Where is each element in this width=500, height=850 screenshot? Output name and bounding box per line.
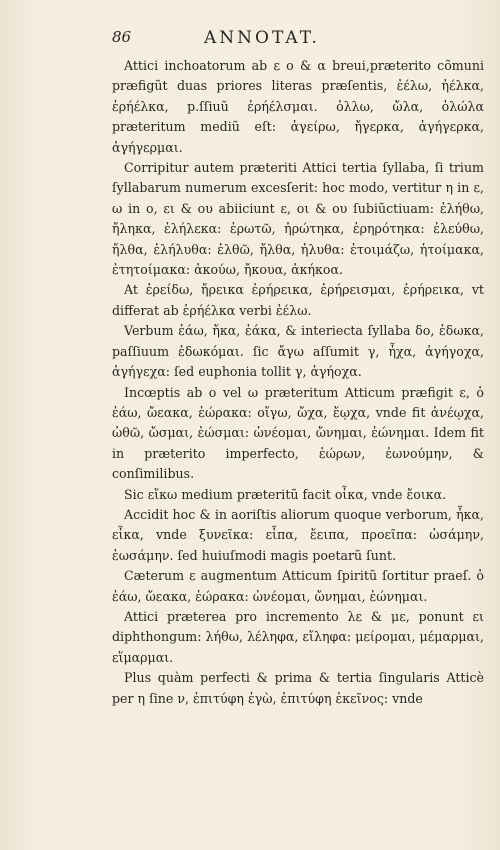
- paragraph: Attici præterea pro incremento λε & με, ponunt ει diphthongum: λήθω, λέληφα, εἴληφα: μείρομαι, μέμαρμαι, εἵμαρμαι.: [112, 608, 484, 665]
- paragraph: Cæterum ε augmentum Atticum ſpiritũ ſortitur praeſ. ὁ ἐάω, ὤεακα, ἑώρακα: ὠνέομαι, ὤνημαι, ἑώνημαι.: [112, 568, 484, 604]
- paragraph: Attici inchoatorum ab ε o & α breui,præterito cõmuni præfigũt duas priores literas præſentis, ἐέλω, ἠέλκα, ἐρήέλκα, p.ſſiuũ ἐρήέλσμαι. ὀλλω, ὤλα, ὀλώλα præteritum mediũ eſt: ἀγείρω, ἤγερκα, ἀγήγερκα, ἀγήγερμαι.: [112, 58, 484, 155]
- body-text: [112, 56, 484, 709]
- paragraph: Verbum ἐάω, ἤκα, ἐάκα, & interiecta ſyllaba δο, ἐδωκα, paſſiuum ἐδωκόμαι. ſic ἄγω aſſumit γ, ἦχα, ἀγήγοχα, ἀγήγεχα: ſed euphonia tollit γ, ἀγήοχα.: [112, 323, 484, 380]
- paragraph: Incœptis ab ο vel ω præteritum Atticum præfigit ε, ὁ ἐάω, ὤεακα, ἑώρακα: οἴγω, ὤχα, ἔῳχα, vnde fit ἀνέῳχα, ὠθῶ, ὤσμαι, ἑώσμαι: ὠνέομαι, ὤνημαι, ἑώνημαι. Idem fit in præterito imperfecto, ἑώρων, ἐωνούμην, & conſimilibus.: [112, 384, 484, 482]
- page-header: [112, 28, 440, 52]
- paragraph: Corripitur autem præteriti Attici tertia ſyllaba, ſi trium ſyllabarum numerum excesſerit: hoc modo, vertitur η in ε, ω in ο, ει & ου abiiciunt ε, οι & ου ſubiũctiuam: ἐλήθω, ἤληκα, ἐλήλεκα: ἐρωτῶ, ἠρώτηκα, ἐρηρότηκα: ἐλεύθω, ἤλθα, ἐλήλυθα: ἐλθῶ, ἤλθα, ἠλυθα: ἐτοιμάζω, ἡτοίμακα, ἐτητοίμακα: ἀκούω, ἤκουα, ἀκήκοα.: [112, 160, 484, 278]
- page-number: 86: [112, 28, 132, 46]
- paragraph: At ἐρείδω, ἤρεικα ἐρήρεικα, ἐρήρεισμαι, ἐρήρεικα, vt differat ab ἐρήέλκα verbi ἐέλω.: [112, 282, 484, 318]
- paragraph: Sic εἴκω medium præteritũ facit οἶκα, vnde ἔοικα.: [124, 486, 447, 502]
- paragraph: Accidit hoc & in aoriſtis aliorum quoque verborum, ἧκα, εἷκα, vnde ξυνεῖκα: εἷπα, ἔειπα, προεῖπα: ὠσάμην, ἐωσάμην. ſed huiuſmodi magis poetarũ ſunt.: [112, 506, 484, 563]
- running-title: ANNOTAT.: [204, 28, 320, 48]
- paragraph: Plus quàm perfecti & prima & tertia ſingularis Atticè per η ſine ν, ἐπιτύφη ἐγὼ, ἐπιτύφη ἐκεῖνος: vnde: [112, 670, 484, 706]
